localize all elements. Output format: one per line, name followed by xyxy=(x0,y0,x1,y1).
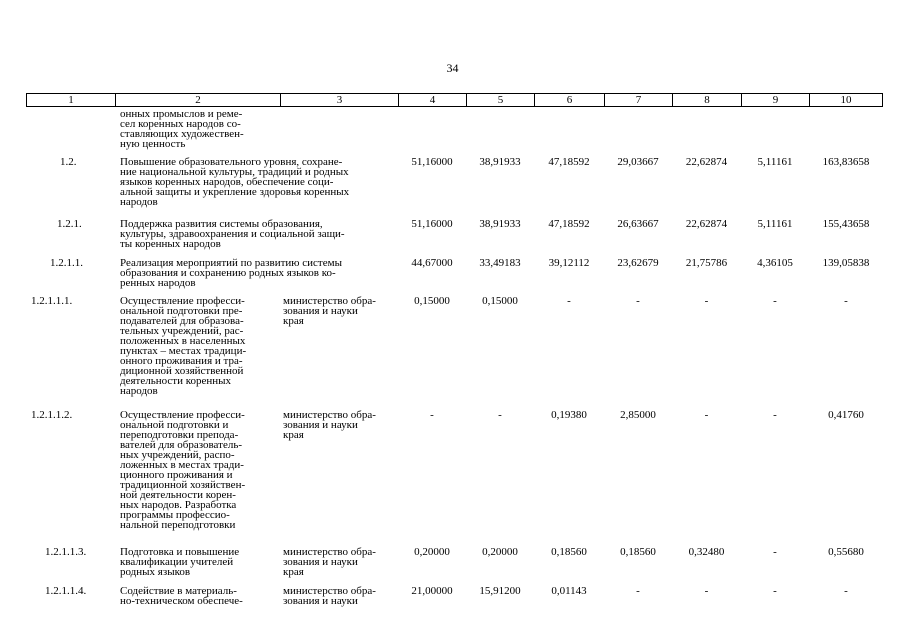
value-col-5: 0,15000 xyxy=(482,295,518,307)
value-col-9: - xyxy=(773,295,777,307)
value-col-6: 0,19380 xyxy=(551,409,587,421)
value-col-6: - xyxy=(567,295,571,307)
value-col-9: - xyxy=(773,546,777,558)
row-text: Реализация мероприятий по развитию системы образования и сохранению родных языков ко- ренных народов xyxy=(120,257,342,289)
page-number: 34 xyxy=(446,61,459,75)
value-col-9: 4,36105 xyxy=(757,257,793,269)
value-col-6: 0,01143 xyxy=(551,585,587,597)
row-text: Осуществление професси- ональной подготовки пре- подавателей для образова- тельных учреждений, рас- положенных в населенных пунктах – местах традици- онного проживания и тра- диционной хозяйственной деятельности коренных народов xyxy=(120,295,247,397)
row-id: 1.2.1.1.4. xyxy=(45,585,87,597)
row-id: 1.2.1.1.2. xyxy=(31,409,73,421)
value-col-9: 5,11161 xyxy=(757,218,793,230)
row-id: 1.2. xyxy=(60,156,77,168)
value-col-5: 33,49183 xyxy=(479,257,521,269)
row-executor: министерство обра- зования и науки xyxy=(283,585,376,607)
value-col-10: 0,41760 xyxy=(828,409,864,421)
header-col-7: 7 xyxy=(605,94,673,106)
table-header xyxy=(26,93,883,107)
row-executor: министерство обра- зования и науки края xyxy=(283,409,376,441)
row-text: Повышение образовательного уровня, сохране- ние национальной культуры, традиций и родных языков коренных народов, обеспечение соци- альной защиты и укрепление здоровья коренных народов xyxy=(120,156,350,208)
header-col-5: 5 xyxy=(467,94,535,106)
row-id: 1.2.1.1.1. xyxy=(31,295,73,307)
row-executor: министерство обра- зования и науки края xyxy=(283,546,376,578)
value-col-10: 155,43658 xyxy=(822,218,870,230)
value-col-8: - xyxy=(704,295,709,307)
value-col-4: 51,16000 xyxy=(411,218,453,230)
value-col-6: 47,18592 xyxy=(548,218,590,230)
value-col-9: 5,11161 xyxy=(757,156,793,168)
row-text: Подготовка и повышение квалификации учителей родных языков xyxy=(120,546,240,578)
value-col-7: 29,03667 xyxy=(617,156,659,168)
header-col-9: 9 xyxy=(742,94,810,106)
value-col-5: 15,91200 xyxy=(479,585,521,597)
value-col-10: 163,83658 xyxy=(822,156,870,168)
value-col-6: 47,18592 xyxy=(548,156,590,168)
row-text: Поддержка развития системы образования, культуры, здравоохранения и социальной защи- ты коренных народов xyxy=(120,218,345,250)
value-col-7: 26,63667 xyxy=(617,218,659,230)
row-executor: министерство обра- зования и науки края xyxy=(283,295,376,327)
value-col-8: - xyxy=(704,409,709,421)
value-col-4: 0,15000 xyxy=(414,295,450,307)
value-col-10: 0,55680 xyxy=(828,546,864,558)
header-col-4: 4 xyxy=(399,94,467,106)
value-col-9: - xyxy=(773,585,777,597)
header-col-6: 6 xyxy=(535,94,605,106)
value-col-6: 0,18560 xyxy=(551,546,587,558)
header-col-2: 2 xyxy=(116,94,281,106)
value-col-7: 23,62679 xyxy=(617,257,659,269)
value-col-4: 0,20000 xyxy=(414,546,450,558)
header-col-1: 1 xyxy=(27,94,116,106)
value-col-8: - xyxy=(704,585,709,597)
row-id: 1.2.1.1. xyxy=(50,257,83,269)
value-col-10: - xyxy=(844,295,848,307)
value-col-7: - xyxy=(636,295,640,307)
value-col-7: 0,18560 xyxy=(620,546,656,558)
value-col-4: 44,67000 xyxy=(411,257,453,269)
value-col-4: - xyxy=(430,409,434,421)
value-col-4: 51,16000 xyxy=(411,156,453,168)
value-col-5: 38,91933 xyxy=(479,156,521,168)
value-col-8: 22,62874 xyxy=(685,218,728,230)
header-col-8: 8 xyxy=(673,94,742,106)
row-text: Содействие в материаль- но-техническом обеспече- xyxy=(120,585,243,607)
row-id: 1.2.1.1.3. xyxy=(45,546,87,558)
value-col-8: 21,75786 xyxy=(685,257,728,269)
header-col-10: 10 xyxy=(840,94,852,106)
value-col-5: - xyxy=(498,409,502,421)
value-col-4: 21,00000 xyxy=(411,585,453,597)
header-col-3: 3 xyxy=(281,94,399,106)
value-col-6: 39,12112 xyxy=(548,257,590,269)
value-col-7: - xyxy=(636,585,640,597)
value-col-10: - xyxy=(844,585,848,597)
value-col-8: 0,32480 xyxy=(688,546,725,558)
value-col-9: - xyxy=(773,409,777,421)
value-col-10: 139,05838 xyxy=(822,257,870,269)
value-col-8: 22,62874 xyxy=(685,156,728,168)
value-col-5: 38,91933 xyxy=(479,218,521,230)
row-text: Осуществление професси- ональной подготовки и переподготовки препода- вателей для образователь- ных учреждений, распо- ложенных в местах тради- ционного проживания и традиционной хозяйствен- ной деятельности корен- ных народов. Разработка программы профессио- нальной переподготовки xyxy=(120,409,246,531)
continued-text: онных промыслов и реме- сел коренных народов со- ставляющих художествен- ную ценность xyxy=(120,108,244,150)
value-col-7: 2,85000 xyxy=(620,409,656,421)
value-col-5: 0,20000 xyxy=(482,546,518,558)
row-id: 1.2.1. xyxy=(57,218,82,230)
